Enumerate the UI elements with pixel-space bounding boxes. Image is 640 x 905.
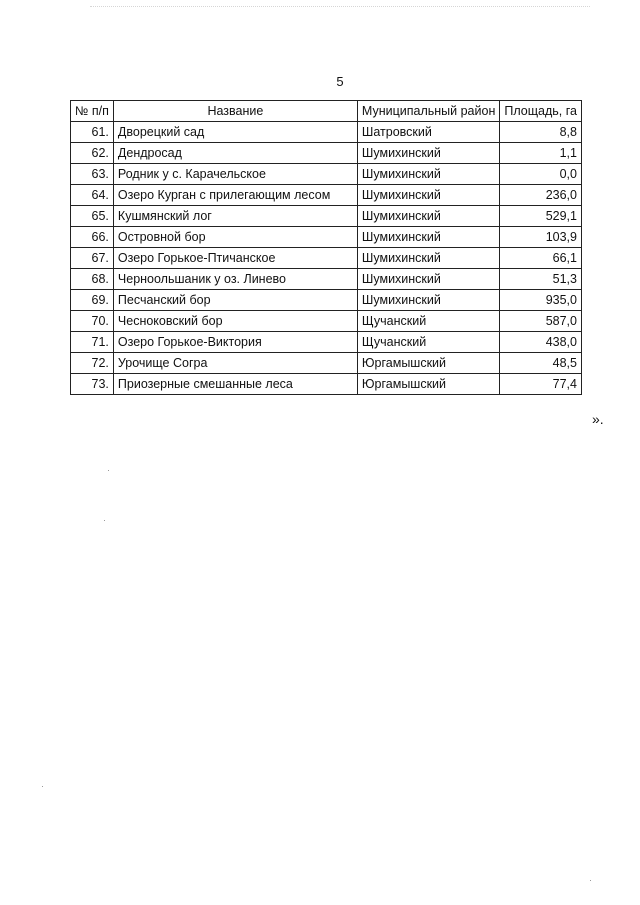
- table-row: [71, 248, 582, 269]
- cell-num: 65.: [71, 206, 114, 227]
- table-row: [71, 185, 582, 206]
- cell-area: 0,0: [500, 164, 582, 185]
- protected-areas-table: [70, 100, 582, 395]
- scan-speck: [590, 880, 591, 881]
- cell-name: Черноольшаник у оз. Линево: [113, 269, 357, 290]
- cell-area: 48,5: [500, 353, 582, 374]
- closing-quote-mark: ».: [592, 411, 604, 427]
- cell-area: 77,4: [500, 374, 582, 395]
- table-row: [71, 164, 582, 185]
- cell-area: 935,0: [500, 290, 582, 311]
- cell-district: Шумихинский: [357, 206, 499, 227]
- cell-name: Родник у с. Карачельское: [113, 164, 357, 185]
- cell-name: Чесноковский бор: [113, 311, 357, 332]
- table-row: [71, 374, 582, 395]
- table-row: [71, 311, 582, 332]
- scan-speck: [104, 520, 105, 521]
- cell-name: Кушмянский лог: [113, 206, 357, 227]
- cell-num: 63.: [71, 164, 114, 185]
- scan-speck: [42, 786, 43, 787]
- table-row: [71, 143, 582, 164]
- cell-num: 73.: [71, 374, 114, 395]
- cell-name: Приозерные смешанные леса: [113, 374, 357, 395]
- cell-area: 66,1: [500, 248, 582, 269]
- cell-num: 66.: [71, 227, 114, 248]
- cell-area: 236,0: [500, 185, 582, 206]
- cell-district: Шумихинский: [357, 290, 499, 311]
- table-body: [71, 122, 582, 395]
- cell-district: Шумихинский: [357, 185, 499, 206]
- header-district: Муниципальный район: [357, 101, 499, 122]
- cell-num: 67.: [71, 248, 114, 269]
- cell-district: Шумихинский: [357, 143, 499, 164]
- cell-district: Шумихинский: [357, 164, 499, 185]
- cell-area: 103,9: [500, 227, 582, 248]
- cell-district: Шумихинский: [357, 227, 499, 248]
- cell-district: Шумихинский: [357, 248, 499, 269]
- cell-name: Урочище Согра: [113, 353, 357, 374]
- cell-area: 8,8: [500, 122, 582, 143]
- cell-num: 69.: [71, 290, 114, 311]
- table-row: [71, 353, 582, 374]
- cell-district: Юргамышский: [357, 353, 499, 374]
- table-row: [71, 290, 582, 311]
- table-header-row: [71, 101, 582, 122]
- table-row: [71, 269, 582, 290]
- scan-artifact-line: [90, 6, 590, 9]
- cell-name: Дендросад: [113, 143, 357, 164]
- cell-district: Шумихинский: [357, 269, 499, 290]
- cell-area: 1,1: [500, 143, 582, 164]
- cell-num: 68.: [71, 269, 114, 290]
- page-number: 5: [336, 74, 344, 89]
- cell-district: Щучанский: [357, 332, 499, 353]
- table-row: [71, 122, 582, 143]
- cell-name: Песчанский бор: [113, 290, 357, 311]
- table-row: [71, 206, 582, 227]
- header-area: Площадь, га: [500, 101, 582, 122]
- table-row: [71, 332, 582, 353]
- header-name: Название: [113, 101, 357, 122]
- cell-area: 529,1: [500, 206, 582, 227]
- cell-area: 587,0: [500, 311, 582, 332]
- cell-district: Шатровский: [357, 122, 499, 143]
- cell-name: Озеро Курган с прилегающим лесом: [113, 185, 357, 206]
- cell-num: 72.: [71, 353, 114, 374]
- cell-num: 64.: [71, 185, 114, 206]
- header-num: № п/п: [71, 101, 114, 122]
- cell-name: Дворецкий сад: [113, 122, 357, 143]
- cell-name: Озеро Горькое-Виктория: [113, 332, 357, 353]
- cell-area: 438,0: [500, 332, 582, 353]
- cell-num: 71.: [71, 332, 114, 353]
- cell-num: 70.: [71, 311, 114, 332]
- cell-num: 61.: [71, 122, 114, 143]
- cell-area: 51,3: [500, 269, 582, 290]
- cell-num: 62.: [71, 143, 114, 164]
- cell-name: Озеро Горькое-Птичанское: [113, 248, 357, 269]
- scan-speck: [108, 470, 109, 471]
- table-row: [71, 227, 582, 248]
- cell-district: Юргамышский: [357, 374, 499, 395]
- cell-district: Щучанский: [357, 311, 499, 332]
- cell-name: Островной бор: [113, 227, 357, 248]
